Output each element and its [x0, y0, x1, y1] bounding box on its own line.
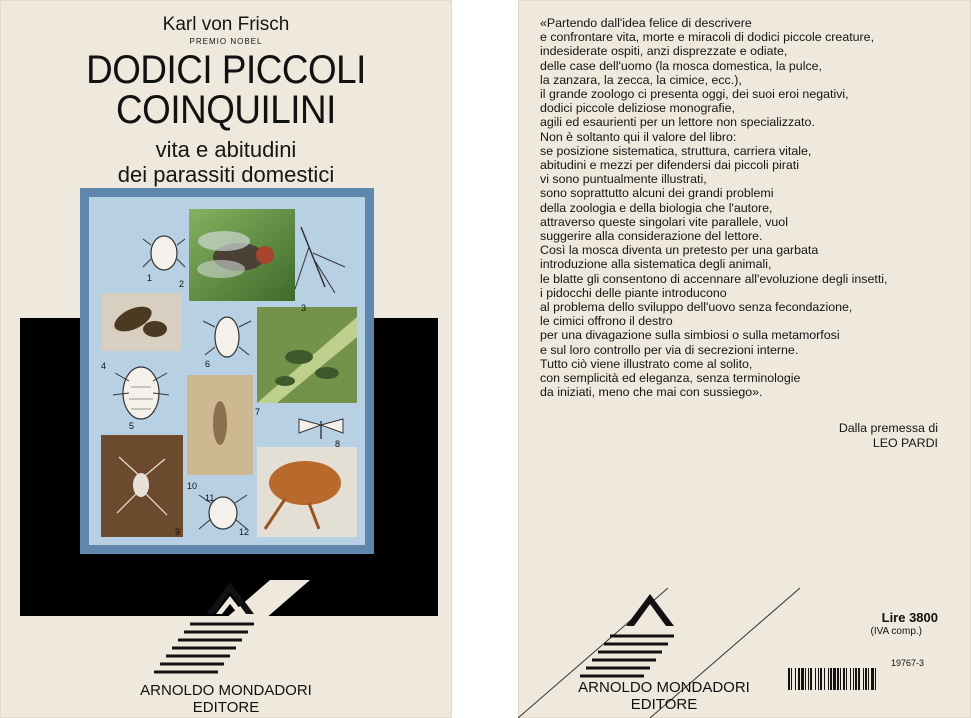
plate-number-2: 2 [179, 279, 185, 289]
blurb [540, 16, 960, 399]
louse-icon [113, 367, 169, 419]
aphid-colony-photo [257, 307, 357, 403]
plate-number-5: 5 [129, 421, 135, 431]
blurb-line: indesiderate ospiti, anzi disprezzate e odiate, [540, 44, 788, 59]
blurb-line: Così la mosca diventa un pretesto per una garbata [540, 243, 819, 258]
barcode-bar [828, 668, 829, 690]
insect-plates [89, 197, 365, 545]
barcode-bar [843, 668, 845, 690]
blurb-line: la zanzara, la zecca, la cimice, ecc.), [540, 72, 742, 87]
publisher-name: ARNOLDO MONDADORI [140, 682, 312, 699]
barcode-bar [788, 668, 790, 690]
blurb-line: i pidocchi delle piante introducono [540, 285, 727, 300]
blurb-line: «Partendo dall'idea felice di descrivere [540, 16, 752, 30]
blurb-line: suggerire alla considerazione del lettore. [540, 229, 763, 244]
blurb-line: se posizione sistematica, struttura, carriera vitale, [540, 143, 812, 158]
blurb-line: delle case dell'uomo (la mosca domestica, la pulce, [540, 58, 822, 73]
plate-number-11: 11 [205, 493, 215, 503]
blurb-line: al problema dello sviluppo dell'uovo senza fecondazione, [540, 300, 853, 315]
barcode-bar [865, 668, 867, 690]
barcode-bar [795, 668, 796, 690]
book-subtitle [0, 137, 452, 187]
blurb-line: per una divagazione sulla simbiosi o sulla metamorfosi [540, 328, 840, 343]
blurb-line: sono soprattutto alcuni dei grandi problemi [540, 186, 774, 201]
barcode-bar [858, 668, 860, 690]
author-name: Karl von Frisch [162, 14, 290, 35]
barcode-bar [868, 668, 869, 690]
spider-photo [101, 435, 183, 537]
barcode-bar [798, 668, 800, 690]
mondadori-logo-icon [150, 580, 310, 684]
front-cover [0, 0, 452, 718]
plate-number-9: 9 [175, 527, 181, 537]
title-line-1: DODICI PICCOLI [86, 48, 366, 92]
insect-photo-4 [101, 293, 181, 351]
mosquito-icon [295, 227, 345, 293]
blurb-line: Non è soltanto qui il valore del libro: [540, 129, 737, 144]
moth-icon [299, 419, 343, 439]
book-title [18, 50, 434, 130]
barcode-bar [863, 668, 864, 690]
blurb-line: e sul loro controllo per via di secrezioni interne. [540, 342, 799, 357]
barcode-bar [855, 668, 857, 690]
tick-icon [143, 236, 185, 270]
title-line-2: COINQUILINI [116, 88, 336, 132]
blurb-line: agili ed esaurienti per un lettore non specializzato. [540, 115, 815, 130]
book-code: 19767-3 [890, 658, 924, 668]
mondadori-logo-icon [580, 594, 674, 676]
price: Lire 3800 [881, 610, 938, 625]
blurb-line: attraverso queste singolari vite parallele, vuol [540, 214, 788, 229]
barcode-bar [810, 668, 812, 690]
blurb-line: abitudini e mezzi per difendersi dai piccoli pirati [540, 158, 799, 173]
blurb-line: vi sono puntualmente illustrati, [540, 172, 707, 187]
barcode-bar [820, 668, 822, 690]
plate-number-3: 3 [301, 303, 307, 313]
barcode-bar [850, 668, 851, 690]
plate-number-7: 7 [255, 407, 261, 417]
illustration-panel [89, 197, 365, 545]
silverfish-photo [187, 375, 253, 475]
award-label: PREMIO NOBEL [189, 37, 263, 46]
barcode-bar [853, 668, 854, 690]
aphid-icon [203, 317, 251, 357]
publisher-name: ARNOLDO MONDADORI [578, 679, 750, 696]
subtitle-line-1: vita e abitudini [155, 137, 297, 162]
credit-line: Dalla premessa di [838, 421, 938, 435]
barcode-bar [805, 668, 806, 690]
publisher-imprint: EDITORE [630, 696, 698, 713]
publisher-imprint: EDITORE [192, 699, 260, 716]
flea-photo [257, 447, 357, 537]
barcode-bar [830, 668, 832, 690]
barcode-bar [840, 668, 841, 690]
barcode-bar [818, 668, 819, 690]
blurb-line: dodici piccole deliziose monografie, [540, 101, 735, 116]
blurb-line: e confrontare vita, morte e miracoli di dodici piccole creature, [540, 30, 875, 45]
plate-number-4: 4 [101, 361, 107, 371]
barcode-bar [824, 668, 825, 690]
plate-number-6: 6 [205, 359, 211, 369]
blurb-line: introduzione alla sistematica degli animali, [540, 257, 772, 272]
blurb-line: il grande zoologo ci presenta oggi, dei suoi eroi negativi, [540, 87, 849, 102]
subtitle-line-2: dei parassiti domestici [117, 162, 335, 187]
blurb-line: Tutto ciò viene illustrato come al solito, [540, 356, 753, 371]
blurb-line: le cimici offrono il destro [540, 314, 673, 329]
vat-note: (IVA comp.) [870, 626, 922, 637]
barcode-bar [808, 668, 809, 690]
plate-number-10: 10 [187, 481, 198, 491]
barcode-bar [791, 668, 792, 690]
barcode-bar [871, 668, 874, 690]
plate-number-8: 8 [335, 439, 341, 449]
plate-number-1: 1 [147, 273, 153, 283]
barcode-bar [833, 668, 836, 690]
back-cover [518, 0, 971, 718]
credit-author: LEO PARDI [872, 436, 938, 450]
barcode-bar [875, 668, 876, 690]
barcode-icon [788, 668, 948, 690]
blurb-line: da iniziati, meno che mai con sussiego». [540, 385, 763, 400]
blurb-line: le blatte gli consentono di accennare all'evoluzione degli insetti, [540, 271, 888, 286]
blurb-line: con semplicità ed eleganza, senza terminologie [540, 371, 801, 386]
barcode-bar [837, 668, 839, 690]
barcode-bar [815, 668, 816, 690]
plate-number-12: 12 [239, 527, 250, 537]
blurb-line: della zoologia e della biologia che l'autore, [540, 200, 773, 215]
barcode-bar [801, 668, 804, 690]
illustration-panel-frame [80, 188, 374, 554]
housefly-photo [189, 209, 295, 301]
barcode-bar [846, 668, 847, 690]
